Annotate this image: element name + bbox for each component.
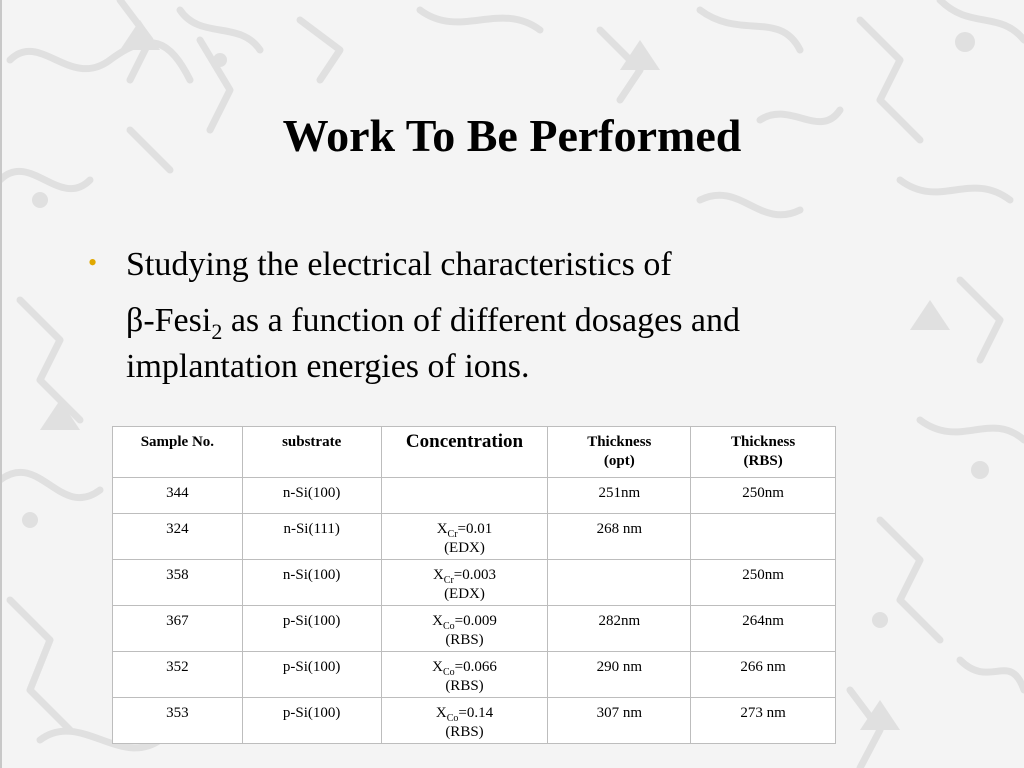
conc-method: (RBS) xyxy=(445,724,484,740)
cell-concentration xyxy=(381,478,548,514)
header-thickness-rbs-line2: (RBS) xyxy=(743,453,783,469)
cell-concentration xyxy=(381,698,548,744)
conc-symbol: X xyxy=(432,567,444,583)
cell-substrate: p-Si(100) xyxy=(242,698,381,744)
table-row xyxy=(113,698,836,744)
conc-method: (RBS) xyxy=(445,632,484,648)
header-thickness-rbs xyxy=(691,427,836,478)
conc-element: Cr xyxy=(447,529,458,540)
cell-thickness-rbs xyxy=(691,514,836,560)
table-header-row xyxy=(113,427,836,478)
conc-element: Cr xyxy=(443,575,454,586)
cell-thickness-rbs: 250nm xyxy=(691,478,836,514)
conc-symbol: X xyxy=(432,613,443,629)
cell-sample: 324 xyxy=(113,514,243,560)
cell-thickness-rbs: 264nm xyxy=(691,606,836,652)
conc-symbol: X xyxy=(435,705,447,721)
cell-sample: 344 xyxy=(113,478,243,514)
header-substrate: substrate xyxy=(242,427,381,478)
cell-concentration xyxy=(381,560,548,606)
cell-concentration xyxy=(381,514,548,560)
conc-element: Co xyxy=(442,621,455,632)
cell-concentration xyxy=(381,606,548,652)
bullet-text xyxy=(126,239,886,393)
cell-substrate: n-Si(100) xyxy=(242,478,381,514)
cell-substrate: p-Si(100) xyxy=(242,606,381,652)
header-thickness-opt-line2: (opt) xyxy=(603,453,635,469)
cell-thickness-opt: 282nm xyxy=(548,606,691,652)
cell-thickness-opt: 307 nm xyxy=(548,698,691,744)
conc-value: =0.14 xyxy=(458,705,494,721)
conc-method: (RBS) xyxy=(445,678,484,694)
samples-table xyxy=(112,426,836,744)
conc-value: =0.01 xyxy=(457,521,493,537)
cell-sample: 353 xyxy=(113,698,243,744)
bullet-line-3: implantation energies of ions. xyxy=(126,348,530,385)
cell-sample: 358 xyxy=(113,560,243,606)
conc-element: Co xyxy=(442,667,455,678)
conc-value: =0.009 xyxy=(454,613,497,629)
bullet-line-2-rest: as a function of different dosages and xyxy=(222,302,741,339)
conc-method: (EDX) xyxy=(444,586,485,602)
beta-symbol: β xyxy=(126,302,144,339)
conc-method: (EDX) xyxy=(444,540,485,556)
compound-subscript: 2 xyxy=(211,318,223,344)
cell-thickness-opt: 268 nm xyxy=(548,514,691,560)
cell-thickness-rbs: 266 nm xyxy=(691,652,836,698)
cell-thickness-opt: 290 nm xyxy=(548,652,691,698)
bullet-line-2 xyxy=(126,295,886,347)
cell-thickness-rbs: 273 nm xyxy=(691,698,836,744)
cell-substrate: p-Si(100) xyxy=(242,652,381,698)
conc-symbol: X xyxy=(436,521,448,537)
compound-name: -Fesi xyxy=(143,302,212,339)
header-thickness-opt-line1: Thickness xyxy=(587,434,652,450)
header-thickness-rbs-line1: Thickness xyxy=(731,434,796,450)
cell-thickness-opt: 251nm xyxy=(548,478,691,514)
cell-thickness-rbs: 250nm xyxy=(691,560,836,606)
header-sample-no: Sample No. xyxy=(113,427,243,478)
conc-value: =0.003 xyxy=(453,567,497,583)
conc-value: =0.066 xyxy=(454,659,497,675)
conc-symbol: X xyxy=(432,659,443,675)
table-row xyxy=(113,514,836,560)
table-row xyxy=(113,478,836,514)
bullet-line-1: Studying the electrical characteristics of xyxy=(126,246,672,283)
table-row xyxy=(113,560,836,606)
cell-sample: 352 xyxy=(113,652,243,698)
table-row xyxy=(113,606,836,652)
cell-sample: 367 xyxy=(113,606,243,652)
slide-title: Work To Be Performed xyxy=(282,110,742,161)
header-concentration: Concentration xyxy=(381,427,548,478)
cell-substrate: n-Si(111) xyxy=(242,514,381,560)
table-row xyxy=(113,652,836,698)
cell-substrate: n-Si(100) xyxy=(242,560,381,606)
bullet-marker: • xyxy=(88,248,98,277)
header-thickness-opt xyxy=(548,427,691,478)
conc-element: Co xyxy=(446,713,459,724)
cell-concentration xyxy=(381,652,548,698)
cell-thickness-opt xyxy=(548,560,691,606)
